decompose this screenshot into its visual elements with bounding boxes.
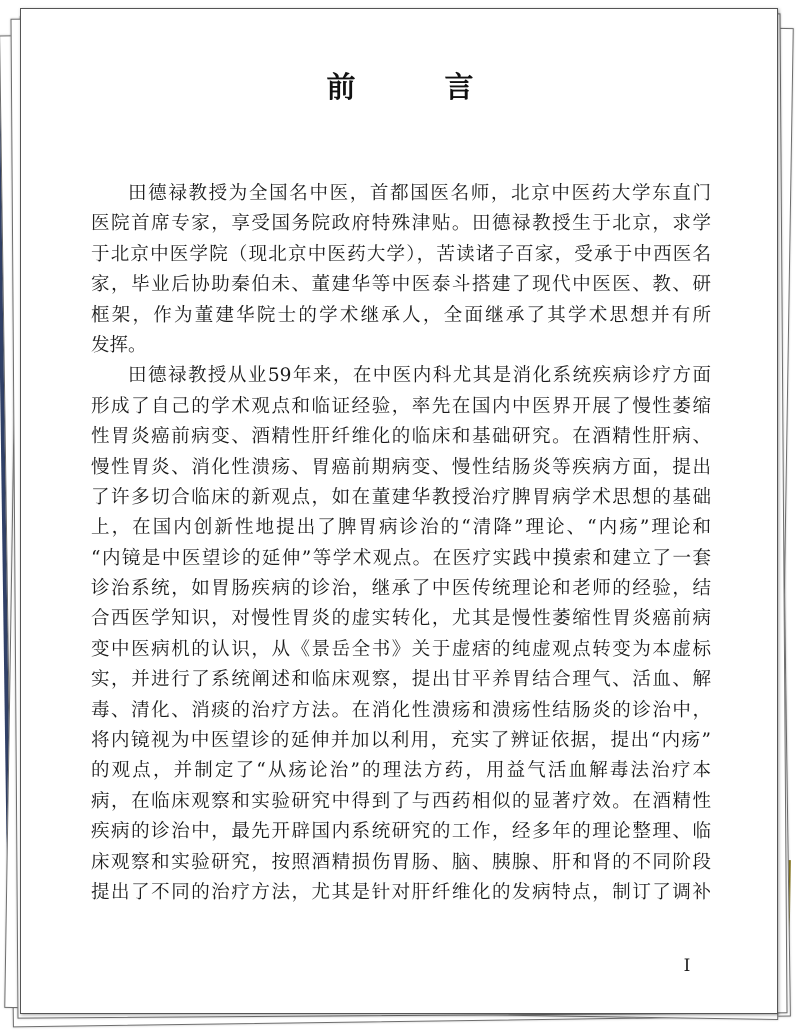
text-line: 上，在国内创新性地提出了脾胃病诊治的“清降”理论、“内疡”理论和 [91,517,711,539]
text-line: 性胃炎癌前病变、酒精性肝纤维化的临床和基础研究。在酒精性肝病、 [91,426,711,448]
text-line: 病，在临床观察和实验研究中得到了与西药相似的显著疗效。在酒精性 [91,790,711,812]
text-line: 疾病的诊治中，最先开辟国内系统研究的工作，经多年的理论整理、临 [91,821,711,843]
text-line: “内镜是中医望诊的延伸”等学术观点。在医疗实践中摸索和建立了一套 [91,547,711,569]
text-line: 慢性胃炎、消化性溃疡、胃癌前期病变、慢性结肠炎等疾病方面，提出 [91,456,711,478]
paragraph-2 [91,361,711,908]
front-page [20,8,778,1014]
text-line: 框架，作为董建华院士的学术继承人，全面继承了其学术思想并有所 [91,304,711,326]
body-text [91,179,711,908]
text-line: 变中医病机的认识，从《景岳全书》关于虚痞的纯虚观点转变为本虚标 [91,638,711,660]
text-line: 家，毕业后协助秦伯未、董建华等中医泰斗搭建了现代中医医、教、研 [91,274,711,296]
text-line: 形成了自己的学术观点和临证经验，率先在国内中医界开展了慢性萎缩 [91,395,711,417]
page-title: 前 言 [326,70,504,104]
text-line: 于北京中医学院（现北京中医药大学），苦读诸子百家，受承于中西医名 [91,243,711,265]
paragraph-1 [91,179,711,361]
text-line: 了许多切合临床的新观点，如在董建华教授治疗脾胃病学术思想的基础 [91,486,711,508]
text-line: 田德禄教授从业59年来，在中医内科尤其是消化系统疾病诊疗方面 [128,365,711,387]
page-number: I [683,956,691,976]
text-line: 将内镜视为中医望诊的延伸并加以利用，充实了辨证依据，提出“内疡” [91,730,711,752]
text-line: 实，并进行了系统阐述和临床观察，提出甘平养胃结合理气、活血、解 [91,669,711,691]
text-line: 田德禄教授为全国名中医，首都国医名师，北京中医药大学东直门 [128,183,711,204]
text-line: 的观点，并制定了“从疡论治”的理法方药，用益气活血解毒法治疗本 [91,760,711,782]
text-line: 合西医学知识，对慢性胃炎的虚实转化，尤其是慢性萎缩性胃炎癌前病 [91,608,711,630]
text-line: 医院首席专家，享受国务院政府特殊津贴。田德禄教授生于北京，求学 [91,213,711,235]
text-line: 发挥。 [91,334,147,356]
text-line: 毒、清化、消痰的治疗方法。在消化性溃疡和溃疡性结肠炎的诊治中， [91,699,711,721]
text-line: 床观察和实验研究，按照酒精损伤胃肠、脑、胰腺、肝和肾的不同阶段 [91,851,711,873]
text-line: 提出了不同的治疗方法，尤其是针对肝纤维化的发病特点，制订了调补 [91,881,711,903]
text-line: 诊治系统，如胃肠疾病的诊治，继承了中医传统理论和老师的经验，结 [91,578,711,600]
